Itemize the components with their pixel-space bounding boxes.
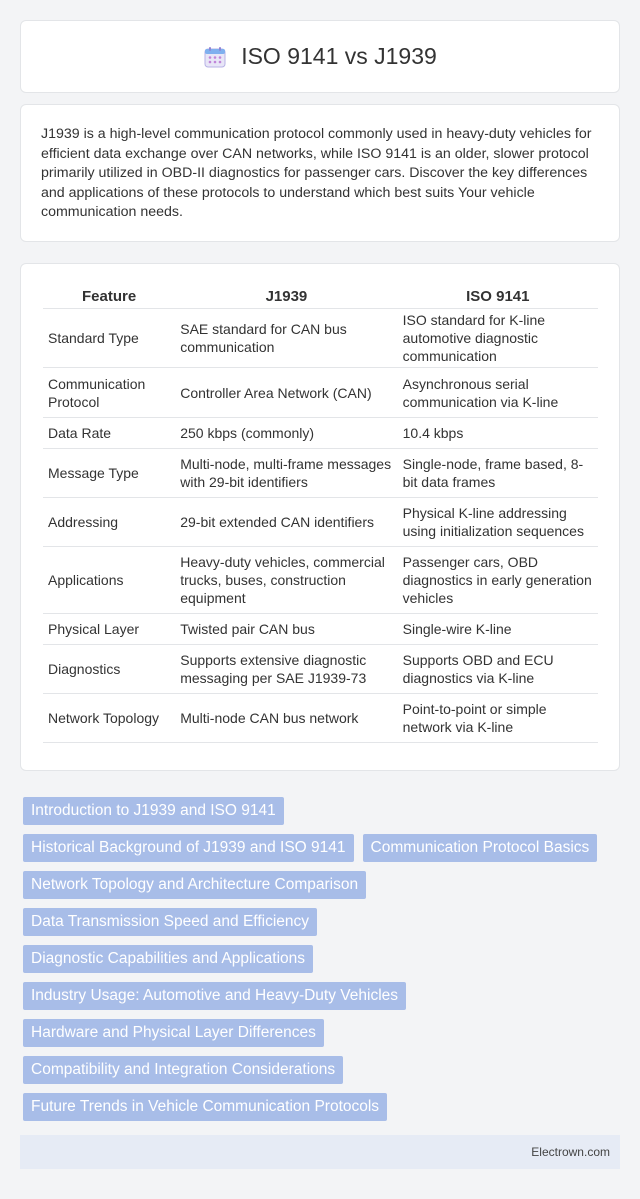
table-row: [43, 368, 598, 418]
row-iso9141-cell: Single-wire K-line: [398, 614, 598, 645]
row-iso9141-cell: Point-to-point or simple network via K-line: [398, 694, 598, 743]
row-feature-cell: Communication Protocol: [43, 368, 175, 418]
table-row: [43, 614, 598, 645]
tag-introduction[interactable]: Introduction to J1939 and ISO 9141: [23, 797, 284, 825]
table-row: [43, 418, 598, 449]
table-row: [43, 309, 598, 368]
table-row: [43, 498, 598, 547]
intro-text: J1939 is a high-level communication protocol commonly used in heavy-duty vehicles for efficient data exchange over CAN networks, while ISO 9141 is an older, slower protocol primarily utilized in OBD-II diagnostics for passenger cars. Discover the key differences and applications of these protocols to understand which best suits Your vehicle communication needs.: [41, 126, 592, 220]
tag-hardware-physical-layer[interactable]: Hardware and Physical Layer Differences: [23, 1019, 324, 1047]
tag-communication-protocol-basics[interactable]: Communication Protocol Basics: [363, 834, 598, 862]
footer-site-name[interactable]: Electrown.com: [531, 1145, 610, 1159]
page-title: ISO 9141 vs J1939: [241, 43, 437, 69]
row-feature-cell: Standard Type: [43, 309, 175, 368]
row-feature-cell: Diagnostics: [43, 645, 175, 694]
tag-network-topology[interactable]: Network Topology and Architecture Comparison: [23, 871, 366, 899]
row-feature-cell: Message Type: [43, 449, 175, 498]
row-feature-cell: Physical Layer: [43, 614, 175, 645]
topic-tags: [23, 797, 623, 1130]
tag-data-transmission-speed[interactable]: Data Transmission Speed and Efficiency: [23, 908, 317, 936]
table-row: [43, 694, 598, 743]
row-feature-cell: Network Topology: [43, 694, 175, 743]
row-j1939-cell: 29-bit extended CAN identifiers: [175, 498, 397, 547]
tag-diagnostic-capabilities[interactable]: Diagnostic Capabilities and Applications: [23, 945, 313, 973]
table-header-row: [43, 284, 598, 309]
row-j1939-cell: SAE standard for CAN bus communication: [175, 309, 397, 368]
row-j1939-cell: Multi-node, multi-frame messages with 29-bit identifiers: [175, 449, 397, 498]
tag-compatibility-integration[interactable]: Compatibility and Integration Considerations: [23, 1056, 343, 1084]
tag-industry-usage[interactable]: Industry Usage: Automotive and Heavy-Duty Vehicles: [23, 982, 406, 1010]
row-iso9141-cell: Single-node, frame based, 8-bit data frames: [398, 449, 598, 498]
footer: [20, 1135, 620, 1169]
row-iso9141-cell: Passenger cars, OBD diagnostics in early generation vehicles: [398, 547, 598, 614]
row-iso9141-cell: 10.4 kbps: [398, 418, 598, 449]
table-row: [43, 449, 598, 498]
row-feature-cell: Addressing: [43, 498, 175, 547]
row-j1939-cell: Supports extensive diagnostic messaging per SAE J1939-73: [175, 645, 397, 694]
column-header-j1939: J1939: [175, 284, 397, 309]
column-header-feature: Feature: [43, 284, 175, 309]
title-wrap: [203, 43, 437, 70]
comparison-table-card: [20, 263, 620, 771]
tag-future-trends[interactable]: Future Trends in Vehicle Communication Protocols: [23, 1093, 387, 1121]
comparison-table: [43, 284, 598, 743]
table-row: [43, 547, 598, 614]
row-j1939-cell: 250 kbps (commonly): [175, 418, 397, 449]
tag-historical-background[interactable]: Historical Background of J1939 and ISO 9141: [23, 834, 354, 862]
table-row: [43, 645, 598, 694]
row-feature-cell: Data Rate: [43, 418, 175, 449]
row-iso9141-cell: Asynchronous serial communication via K-line: [398, 368, 598, 418]
row-j1939-cell: Multi-node CAN bus network: [175, 694, 397, 743]
row-j1939-cell: Controller Area Network (CAN): [175, 368, 397, 418]
row-iso9141-cell: ISO standard for K-line automotive diagnostic communication: [398, 309, 598, 368]
row-iso9141-cell: Supports OBD and ECU diagnostics via K-line: [398, 645, 598, 694]
row-iso9141-cell: Physical K-line addressing using initialization sequences: [398, 498, 598, 547]
column-header-iso9141: ISO 9141: [398, 284, 598, 309]
row-feature-cell: Applications: [43, 547, 175, 614]
calendar-icon: [203, 45, 227, 69]
intro-card: [20, 104, 620, 242]
row-j1939-cell: Twisted pair CAN bus: [175, 614, 397, 645]
row-j1939-cell: Heavy-duty vehicles, commercial trucks, buses, construction equipment: [175, 547, 397, 614]
title-card: [20, 20, 620, 93]
